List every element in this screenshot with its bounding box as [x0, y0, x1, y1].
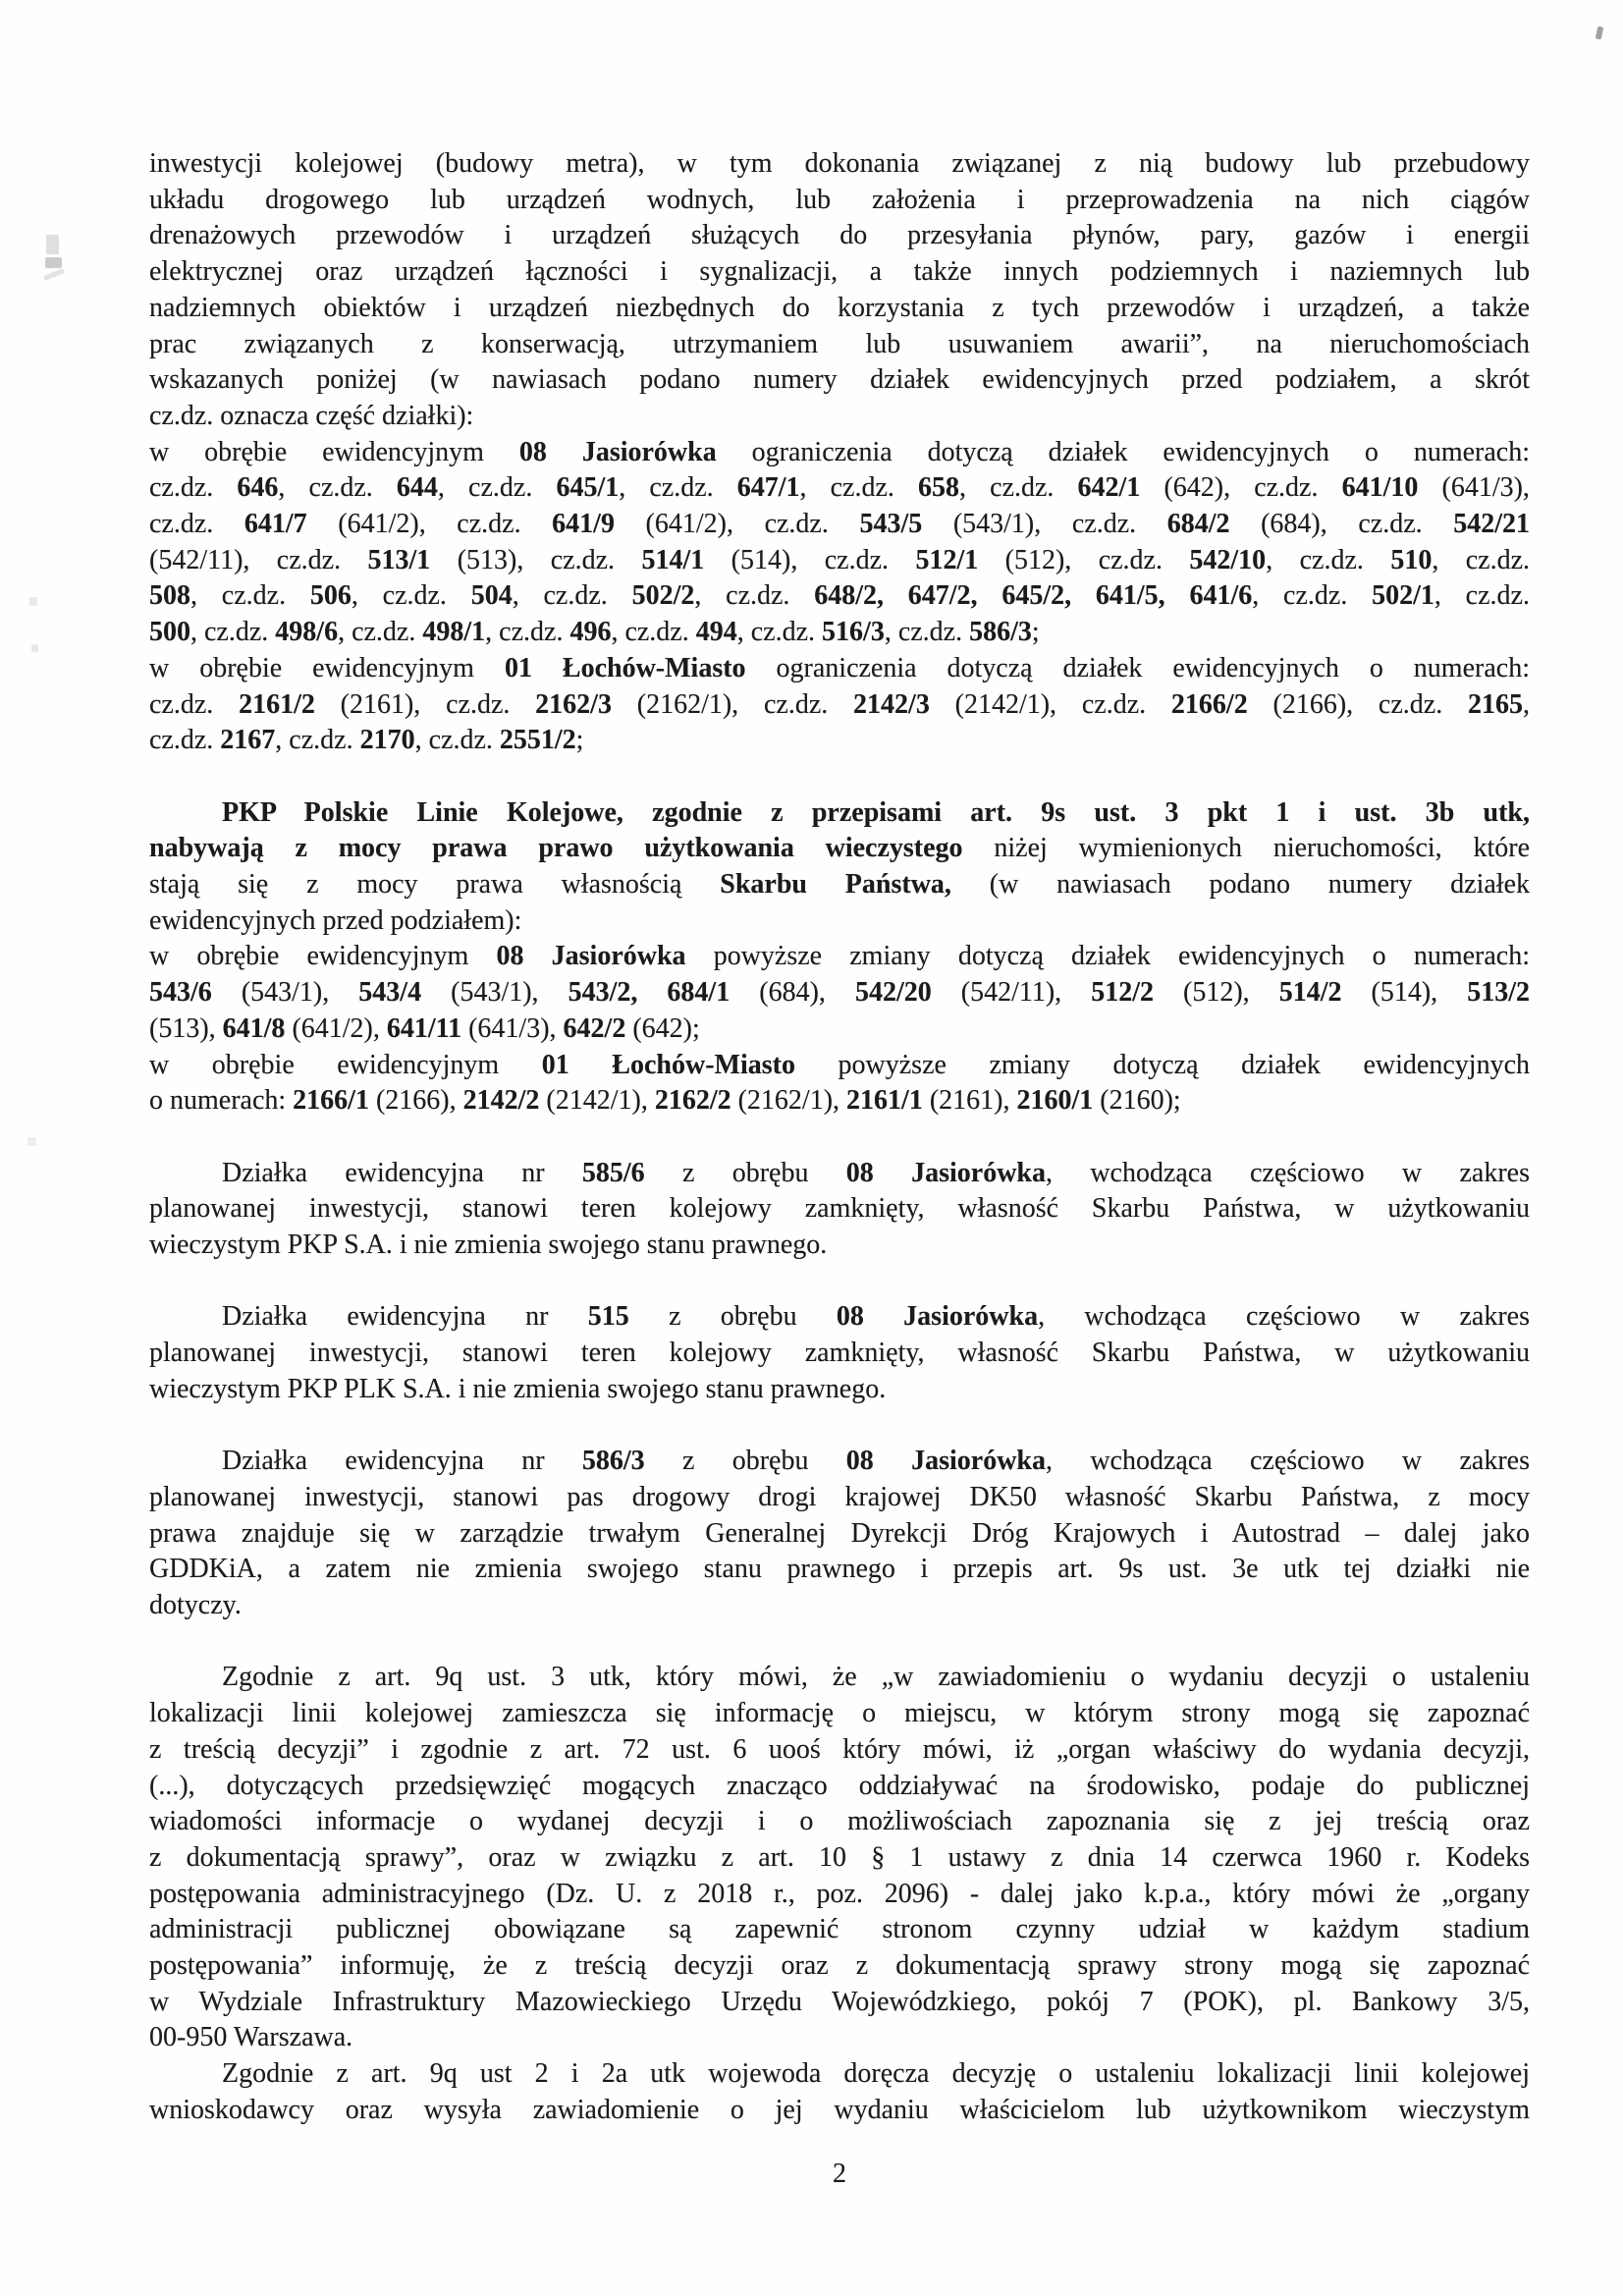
bold-text-segment: 516/3 [822, 617, 885, 648]
text-line [149, 687, 1530, 724]
text-line [149, 578, 1530, 615]
text-segment: (641/3), [461, 1012, 564, 1044]
text-segment: Działka ewidencyjna nr [222, 1301, 588, 1333]
text-segment: (512), [1153, 977, 1279, 1009]
text-segment: (2160); [1093, 1085, 1181, 1117]
text-line [149, 615, 1530, 651]
text-segment: , cz.dz. [190, 580, 310, 612]
text-segment: Działka ewidencyjna nr [222, 1157, 582, 1188]
text-line [149, 1912, 1530, 1948]
bold-text-segment: 01 Łochów-Miasto [504, 652, 746, 683]
bold-text-segment: 2142/2 [462, 1085, 540, 1117]
text-segment: ograniczenia dotyczą działek ewidencyjnych o numerach: [716, 436, 1530, 467]
text-segment: nadziemnych obiektów i urządzeń niezbędnych do korzystania z tych przewodów i urządzeń, a także [149, 292, 1530, 323]
text-segment: w Wydziale Infrastruktury Mazowieckiego Urzędu Wojewódzkiego, pokój 7 (POK), pl. Bankowy 3/5, [149, 1986, 1530, 2017]
bold-text-segment: 08 Jasiorówka [845, 1157, 1046, 1188]
text-segment: w obrębie ewidencyjnym [149, 436, 519, 467]
scan-speck [29, 597, 37, 606]
text-segment: GDDKiA, a zatem nie zmienia swojego stanu prawnego i przepis art. 9s ust. 3e utk tej działki nie [149, 1554, 1530, 1585]
text-line [149, 939, 1530, 975]
text-segment: z obrębu [644, 1446, 846, 1477]
text-line [149, 146, 1530, 183]
text-segment: , cz.dz. [437, 472, 557, 504]
text-segment: wieczystym PKP PLK S.A. i nie zmienia swojego stanu prawnego. [149, 1373, 887, 1404]
text-line [149, 1588, 1530, 1624]
bold-text-segment: 641/7 [243, 509, 307, 540]
text-segment: w obrębie ewidencyjnym [149, 1049, 542, 1080]
bold-text-segment: 2142/3 [853, 688, 930, 720]
scan-speck [31, 644, 38, 652]
text-segment: (w nawiasach podano numery działek [950, 869, 1530, 901]
text-line [149, 1048, 1530, 1084]
text-segment: niżej wymienionych nieruchomości, które [962, 833, 1530, 864]
text-line [149, 1336, 1530, 1372]
bold-text-segment: 496 [569, 617, 612, 648]
text-segment: , wchodząca częściowo w zakres [1038, 1301, 1530, 1333]
text-segment: , cz.dz. [1432, 544, 1531, 575]
text-segment: wskazanych poniżej (w nawiasach podano numery działek ewidencyjnych przed podziałem, a skrót [149, 364, 1530, 396]
bold-text-segment: 506 [309, 580, 352, 612]
text-segment: (543/1), cz.dz. [922, 509, 1167, 540]
text-line [149, 2056, 1530, 2093]
text-line [149, 507, 1530, 543]
text-line [149, 1228, 1530, 1264]
text-segment: ewidencyjnych przed podziałem): [149, 904, 522, 936]
text-segment: cz.dz. [149, 725, 221, 756]
bold-text-segment: PKP Polskie Linie Kolejowe, zgodnie z przepisami art. 9s ust. 3 pkt 1 i ust. 3b utk, [222, 796, 1530, 828]
bold-text-segment: 542/21 [1453, 509, 1531, 540]
text-segment: Zgodnie z art. 9q ust. 3 utk, który mówi, że „w zawiadomieniu o wydaniu decyzji o ustaleniu [222, 1662, 1530, 1693]
text-segment: (512), cz.dz. [978, 544, 1190, 575]
bold-text-segment: 658 [918, 472, 960, 504]
text-segment: inwestycji kolejowej (budowy metra), w tym dokonania związanej z nią budowy lub przebudowy [149, 148, 1530, 179]
text-segment: (2166), [368, 1085, 463, 1117]
bold-text-segment: 646 [237, 472, 279, 504]
text-line [149, 1191, 1530, 1228]
text-segment: wieczystym PKP S.A. i nie zmienia swojego stanu prawnego. [149, 1230, 828, 1261]
bold-text-segment: 2170 [359, 725, 415, 756]
text-segment: cz.dz. [149, 688, 240, 720]
bold-text-segment: 08 Jasiorówka [845, 1446, 1046, 1477]
bold-text-segment: nabywają z mocy prawa prawo użytkowania wieczystego [149, 833, 963, 864]
text-segment: stają się z mocy prawa własnością [149, 869, 721, 901]
text-line [149, 254, 1530, 291]
text-segment: (543/1), [421, 977, 568, 1009]
text-segment: (514), cz.dz. [704, 544, 916, 575]
bold-text-segment: 500 [149, 617, 190, 648]
text-line [149, 1480, 1530, 1516]
text-line [149, 543, 1530, 579]
text-segment: (641/2), cz.dz. [614, 509, 860, 540]
text-segment: (684), cz.dz. [1229, 509, 1454, 540]
text-segment: (642); [625, 1012, 700, 1044]
bold-text-segment: 543/4 [358, 977, 422, 1009]
text-line [149, 362, 1530, 399]
text-segment: w obrębie ewidencyjnym [149, 652, 505, 683]
text-segment: , cz.dz. [485, 617, 570, 648]
text-segment: , cz.dz. [190, 617, 276, 648]
bold-text-segment: 641/8 [222, 1012, 286, 1044]
text-segment: (513), [149, 1012, 223, 1044]
scan-speck [46, 235, 59, 254]
text-segment: z treścią decyzji” i zgodnie z art. 72 ust. 6 uooś który mówi, iż „organ właściwy do wydania decyzji, [149, 1733, 1530, 1765]
text-segment: cz.dz. [149, 472, 238, 504]
bold-text-segment: 498/1 [422, 617, 486, 648]
text-segment: , cz.dz. [736, 617, 823, 648]
bold-text-segment: 2161/1 [846, 1085, 923, 1117]
text-segment: , cz.dz. [694, 580, 815, 612]
text-line [149, 1696, 1530, 1732]
bold-text-segment: 512/2 [1091, 977, 1154, 1009]
text-segment: , cz.dz. [338, 617, 423, 648]
text-segment: wnioskodawcy oraz wysyła zawiadomienie o jej wydaniu właścicielom lub użytkownikom wieczystym [149, 2094, 1530, 2125]
bold-text-segment: 508 [149, 580, 190, 612]
text-line [149, 1877, 1530, 1913]
bold-text-segment: 641/11 [386, 1012, 462, 1044]
bold-text-segment: 644 [396, 472, 438, 504]
bold-text-segment: 586/3 [969, 617, 1032, 648]
text-segment: drenażowych przewodów i urządzeń służących do przesyłania płynów, pary, gazów i energii [149, 220, 1530, 251]
bold-text-segment: 542/20 [854, 977, 932, 1009]
bold-text-segment: 586/3 [581, 1446, 645, 1477]
text-segment: cz.dz. [149, 509, 244, 540]
text-segment: ; [575, 725, 584, 756]
text-segment: , cz.dz. [884, 617, 970, 648]
text-segment: , cz.dz. [1434, 580, 1530, 612]
text-line [149, 1948, 1530, 1985]
bold-text-segment: 08 Jasiorówka [496, 941, 686, 972]
bold-text-segment: 2162/2 [654, 1085, 731, 1117]
text-segment: (...), dotyczących przedsięwzięć mogących znacząco oddziaływać na środowisko, podaje do publicznej [149, 1770, 1530, 1801]
text-line [149, 903, 1530, 940]
text-line [149, 1083, 1530, 1120]
bold-text-segment: 08 Jasiorówka [836, 1301, 1039, 1333]
text-line [149, 327, 1530, 363]
text-segment: Zgodnie z art. 9q ust 2 i 2a utk wojewoda doręcza decyzję o ustaleniu lokalizacji linii kolejowej [222, 2058, 1530, 2090]
bold-text-segment: 642/1 [1077, 472, 1141, 504]
text-segment: (2162/1), cz.dz. [611, 688, 854, 720]
text-segment: (514), [1341, 977, 1468, 1009]
text-segment: , cz.dz. [619, 472, 737, 504]
bold-text-segment: 543/5 [859, 509, 923, 540]
text-line [149, 1299, 1530, 1336]
text-segment: (2162/1), [730, 1085, 847, 1117]
text-line [149, 1552, 1530, 1588]
text-line [149, 435, 1530, 471]
text-line [149, 1732, 1530, 1769]
text-segment: powyższe zmiany dotyczą działek ewidencyjnych [794, 1049, 1530, 1080]
bold-text-segment: 2166/2 [1170, 688, 1248, 720]
text-segment: (2142/1), cz.dz. [929, 688, 1171, 720]
text-line [149, 1372, 1530, 1408]
text-segment: planowanej inwestycji, stanowi teren kolejowy zamknięty, własność Skarbu Państwa, w użytkowaniu [149, 1193, 1530, 1225]
bold-text-segment: 515 [587, 1301, 629, 1333]
bold-text-segment: 2162/3 [535, 688, 612, 720]
text-line [149, 399, 1530, 435]
bold-text-segment: 543/2, 684/1 [568, 977, 730, 1009]
scan-speck [45, 257, 62, 268]
bold-text-segment: 642/2 [563, 1012, 626, 1044]
text-line [149, 2020, 1530, 2056]
text-segment: elektrycznej oraz urządzeń łączności i sygnalizacji, a także innych podziemnych i naziemnych lub [149, 256, 1530, 288]
bold-text-segment: 514/2 [1278, 977, 1342, 1009]
text-segment: dotyczy. [149, 1590, 242, 1621]
text-segment: , [1523, 688, 1531, 720]
text-segment: , cz.dz. [512, 580, 632, 612]
text-line [149, 1804, 1530, 1840]
text-segment: lokalizacji linii kolejowej zamieszcza się informację o miejscu, w którym strony mogą się zapoznać [149, 1698, 1530, 1729]
text-segment: (2142/1), [539, 1085, 655, 1117]
text-segment: , cz.dz. [278, 472, 397, 504]
bold-text-segment: 494 [695, 617, 737, 648]
text-segment: planowanej inwestycji, stanowi pas drogowy drogi krajowej DK50 własność Skarbu Państwa, z mocy [149, 1481, 1530, 1512]
text-segment: , cz.dz. [959, 472, 1078, 504]
text-segment: planowanej inwestycji, stanowi teren kolejowy zamknięty, własność Skarbu Państwa, w użytkowaniu [149, 1338, 1530, 1369]
text-segment: cz.dz. oznacza część działki): [149, 400, 474, 431]
text-segment: prawa znajduje się w zarządzie trwałym Generalnej Dyrekcji Dróg Krajowych i Autostrad – dalej jako [149, 1517, 1530, 1549]
text-segment: (542/11), [931, 977, 1092, 1009]
scan-speck [1596, 27, 1604, 40]
text-line [149, 1769, 1530, 1805]
document-lines [149, 146, 1530, 2129]
bold-text-segment: 2166/1 [293, 1085, 369, 1117]
bold-text-segment: 684/2 [1166, 509, 1230, 540]
bold-text-segment: 502/2 [631, 580, 695, 612]
text-segment: postępowania administracyjnego (Dz. U. z 2018 r., poz. 2096) - dalej jako k.p.a., który mówi że „organy [149, 1878, 1530, 1909]
bold-text-segment: 645/1 [556, 472, 620, 504]
bold-text-segment: 2551/2 [499, 725, 576, 756]
text-segment: z obrębu [628, 1301, 837, 1333]
text-line [149, 1840, 1530, 1877]
bold-text-segment: 08 Jasiorówka [518, 436, 717, 467]
bold-text-segment: 512/1 [915, 544, 979, 575]
bold-text-segment: 2161/2 [239, 688, 315, 720]
text-line [149, 831, 1530, 867]
text-segment: , cz.dz. [351, 580, 471, 612]
text-segment: wiadomości informacje o wydanej decyzji i o możliwościach zapoznania się z jej treścią oraz [149, 1806, 1530, 1837]
bold-text-segment: 2160/1 [1016, 1085, 1094, 1117]
text-segment: o numerach: [149, 1085, 294, 1117]
text-segment: , cz.dz. [611, 617, 696, 648]
text-line [149, 1156, 1530, 1192]
text-segment: w obrębie ewidencyjnym [149, 941, 497, 972]
text-segment: układu drogowego lub urządzeń wodnych, lub założenia i przeprowadzenia na nich ciągów [149, 184, 1530, 215]
bold-text-segment: 513/1 [367, 544, 431, 575]
bold-text-segment: 543/6 [149, 977, 212, 1009]
bold-text-segment: 498/6 [275, 617, 339, 648]
text-line [149, 291, 1530, 327]
text-segment: (2161), [922, 1085, 1017, 1117]
text-line [149, 867, 1530, 903]
text-segment: 00-950 Warszawa. [149, 2022, 353, 2053]
text-segment: , wchodząca częściowo w zakres [1046, 1446, 1530, 1477]
text-line [149, 651, 1530, 687]
text-segment: postępowania” informuję, że z treścią decyzji oraz z dokumentacją sprawy strony mogą się zapoznać [149, 1950, 1530, 1982]
bold-text-segment: 585/6 [581, 1157, 645, 1188]
text-segment: , wchodząca częściowo w zakres [1046, 1157, 1530, 1188]
bold-text-segment: 641/9 [552, 509, 615, 540]
text-segment: (641/3), [1418, 472, 1530, 504]
bold-text-segment: 514/1 [641, 544, 705, 575]
text-segment: (543/1), [211, 977, 359, 1009]
text-line [149, 1444, 1530, 1480]
scan-speck [27, 1137, 36, 1146]
bold-text-segment: Skarbu Państwa, [720, 869, 951, 901]
text-line [149, 723, 1530, 759]
bold-text-segment: 2167 [220, 725, 276, 756]
text-segment: ; [1031, 617, 1040, 648]
text-segment: administracji publicznej obowiązane są zapewnić stronom czynny udział w każdym stadium [149, 1914, 1530, 1945]
text-segment: (642), cz.dz. [1140, 472, 1342, 504]
bold-text-segment: 513/2 [1467, 977, 1530, 1009]
text-line [149, 1660, 1530, 1696]
text-line [149, 1516, 1530, 1553]
text-segment: , cz.dz. [1252, 580, 1373, 612]
text-line [149, 795, 1530, 832]
bold-text-segment: 502/1 [1372, 580, 1434, 612]
text-segment: Działka ewidencyjna nr [222, 1446, 582, 1477]
bold-text-segment: 641/10 [1341, 472, 1419, 504]
text-segment: (513), cz.dz. [430, 544, 642, 575]
text-segment: , cz.dz. [275, 725, 360, 756]
text-segment: (641/2), cz.dz. [306, 509, 553, 540]
bold-text-segment: 647/1 [736, 472, 800, 504]
scan-speck [43, 268, 65, 281]
bold-text-segment: 648/2, 647/2, 645/2, 641/5, 641/6 [814, 580, 1253, 612]
text-segment: z dokumentacją sprawy”, oraz w związku z art. 10 § 1 ustawy z dnia 14 czerwca 1960 r. Kodeks [149, 1841, 1530, 1873]
bold-text-segment: 01 Łochów-Miasto [541, 1049, 795, 1080]
page-number: 2 [833, 2159, 846, 2189]
bold-text-segment: 504 [470, 580, 513, 612]
bold-text-segment: 2165 [1468, 688, 1524, 720]
text-segment: , cz.dz. [414, 725, 500, 756]
text-line [149, 1011, 1530, 1048]
text-line [149, 2093, 1530, 2129]
text-line [149, 218, 1530, 254]
bold-text-segment: 510 [1390, 544, 1433, 575]
text-segment: z obrębu [644, 1157, 846, 1188]
text-segment: (542/11), cz.dz. [149, 544, 368, 575]
bold-text-segment: 542/10 [1189, 544, 1267, 575]
text-segment: , cz.dz. [1266, 544, 1391, 575]
text-segment: powyższe zmiany dotyczą działek ewidencyjnych o numerach: [685, 941, 1530, 972]
text-line [149, 470, 1530, 507]
text-line [149, 183, 1530, 219]
text-segment: , cz.dz. [799, 472, 919, 504]
text-segment: ograniczenia dotyczą działek ewidencyjnych o numerach: [745, 652, 1530, 683]
text-line [149, 975, 1530, 1011]
text-segment: (2161), cz.dz. [314, 688, 536, 720]
text-segment: (2166), cz.dz. [1247, 688, 1469, 720]
text-line [149, 1985, 1530, 2021]
text-segment: (641/2), [285, 1012, 387, 1044]
text-segment: prac związanych z konserwacją, utrzymaniem lub usuwaniem awarii”, na nieruchomościach [149, 328, 1530, 359]
text-segment: (684), [730, 977, 855, 1009]
